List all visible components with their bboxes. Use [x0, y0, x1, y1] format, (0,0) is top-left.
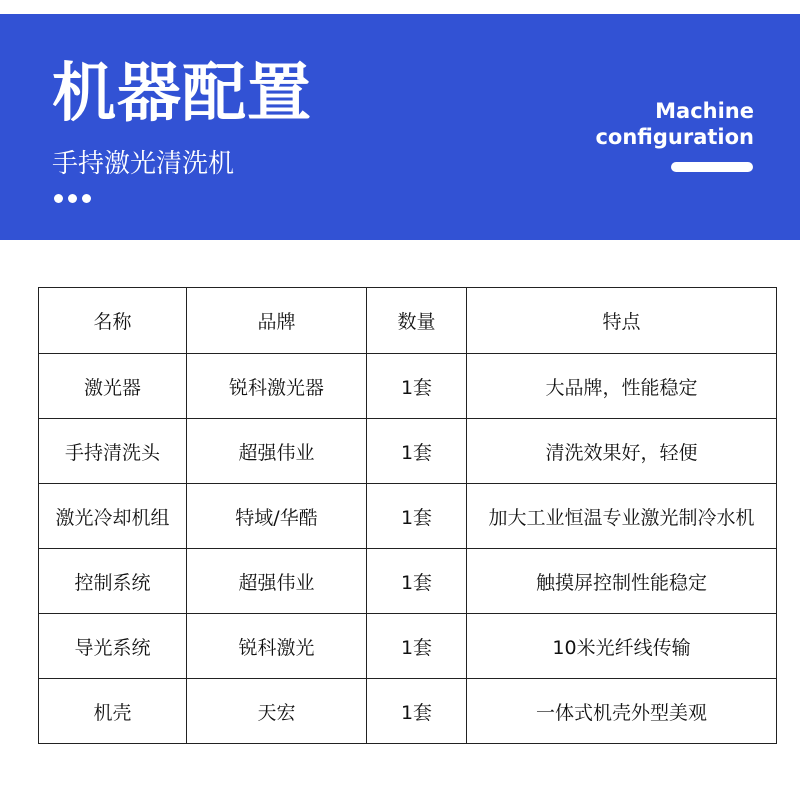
page-subtitle: 手持激光清洗机 [52, 149, 235, 179]
cell-quantity: 1套 [367, 549, 467, 614]
table-row [39, 484, 777, 549]
cell-features: 触摸屏控制性能稳定 [467, 549, 777, 614]
cell-name: 激光冷却机组 [39, 484, 187, 549]
cell-features: 一体式机壳外型美观 [467, 679, 777, 744]
cell-features: 清洗效果好，轻便 [467, 419, 777, 484]
english-title [595, 98, 754, 150]
english-title-line2: configuration [595, 125, 754, 149]
cell-brand: 锐科激光器 [187, 354, 367, 419]
cell-name: 导光系统 [39, 614, 187, 679]
dot [54, 194, 63, 203]
cell-features: 大品牌，性能稳定 [467, 354, 777, 419]
cell-quantity: 1套 [367, 419, 467, 484]
header-name: 名称 [39, 288, 187, 354]
cell-brand: 特域/华酷 [187, 484, 367, 549]
table-row [39, 549, 777, 614]
table-row [39, 614, 777, 679]
decorative-bar [671, 162, 753, 172]
cell-quantity: 1套 [367, 354, 467, 419]
table-row [39, 419, 777, 484]
table-row [39, 679, 777, 744]
dot [82, 194, 91, 203]
header-banner [0, 14, 800, 240]
cell-name: 机壳 [39, 679, 187, 744]
cell-name: 手持清洗头 [39, 419, 187, 484]
cell-features: 10米光纤线传输 [467, 614, 777, 679]
three-dots-icon [54, 194, 91, 203]
table-row [39, 354, 777, 419]
cell-quantity: 1套 [367, 484, 467, 549]
header-quantity: 数量 [367, 288, 467, 354]
cell-brand: 超强伟业 [187, 549, 367, 614]
cell-quantity: 1套 [367, 679, 467, 744]
header-features: 特点 [467, 288, 777, 354]
cell-name: 激光器 [39, 354, 187, 419]
cell-quantity: 1套 [367, 614, 467, 679]
english-title-line1: Machine [655, 99, 754, 123]
cell-features: 加大工业恒温专业激光制冷水机 [467, 484, 777, 549]
cell-name: 控制系统 [39, 549, 187, 614]
configuration-table [38, 287, 777, 744]
dot [68, 194, 77, 203]
page-title: 机器配置 [52, 57, 312, 131]
table-header-row [39, 288, 777, 354]
cell-brand: 超强伟业 [187, 419, 367, 484]
header-brand: 品牌 [187, 288, 367, 354]
cell-brand: 锐科激光 [187, 614, 367, 679]
cell-brand: 天宏 [187, 679, 367, 744]
